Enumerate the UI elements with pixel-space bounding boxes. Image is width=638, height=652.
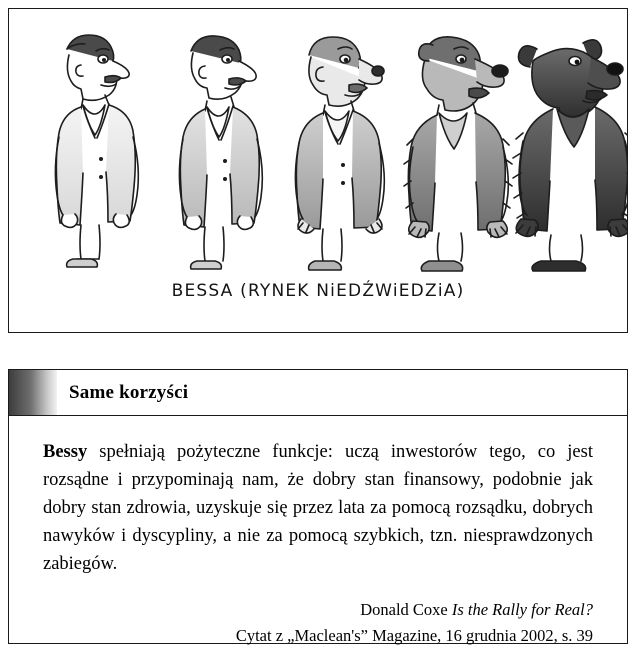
attribution-work: Is the Rally for Real? xyxy=(451,599,593,619)
quote-body xyxy=(9,416,627,579)
figure-1-man xyxy=(55,35,138,267)
cartoon-caption: BESSA (RYNEK NiEDŹWiEDZiA) xyxy=(171,281,465,301)
figure-3 xyxy=(295,37,384,270)
attribution-line-2: Cytat z „Maclean's” Magazine, 16 grudnia 2002, s. 39 xyxy=(235,625,593,645)
quote-box-title: Same korzyści xyxy=(69,381,189,403)
attribution-author: Donald Coxe xyxy=(360,599,452,619)
quote-box-header xyxy=(9,370,627,416)
figure-5-bear xyxy=(513,40,627,271)
quote-lead-word: Bessy xyxy=(43,442,88,462)
cartoon-panel xyxy=(8,8,628,333)
attribution-line-1 xyxy=(9,597,593,623)
figure-2 xyxy=(179,36,262,269)
quote-box xyxy=(8,369,628,644)
quote-attribution xyxy=(9,597,627,650)
header-gradient-bar xyxy=(9,370,57,415)
quote-body-text: spełniają pożyteczne funkcje: uczą inwestorów tego, co jest rozsądne i przypominają nam, że dobry stan finansowy, podobnie jak dobry stan zdrowia, uzyskuje się przez lata za pomocą rozsądku, dobrych nawyków i dyscypliny, a nie za pomocą szybkich, tzn. niesprawdzonych zabiegów. xyxy=(43,442,593,575)
figure-4 xyxy=(404,37,512,271)
